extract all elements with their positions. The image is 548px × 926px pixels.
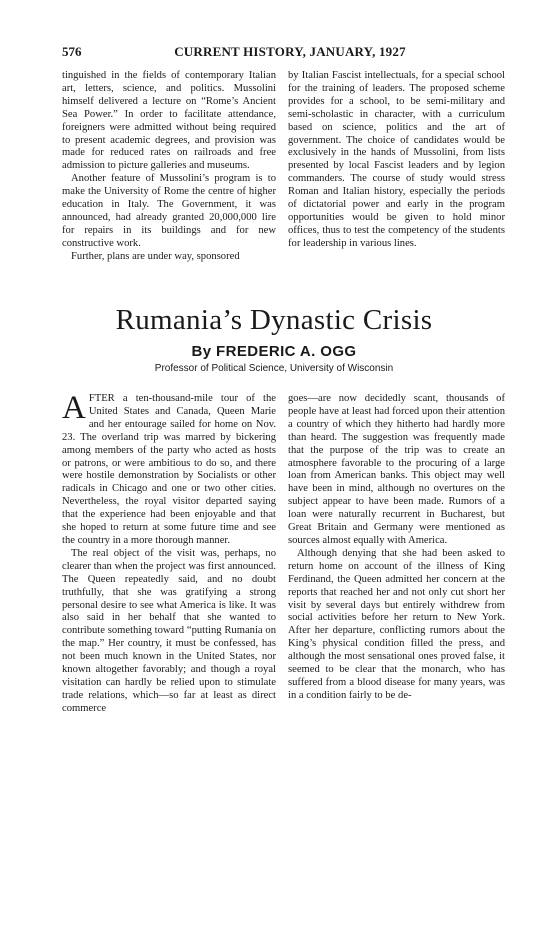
paragraph: Although denying that she had been asked to return home on account of the illness of King Ferdinand, the Queen admitted her concern at the reports that reached her and not only cut short her visit by several days but entirely withdrew from social activities before her return to New York. After her departure, conflicting rumors about the King’s physical condition filled the press, and although the most sensational ones proved false, it seemed to be clear that the monarch, who has suffered from a blood disease for many years, was in a condition fairly to be de- [288, 547, 505, 701]
article-left-column [62, 390, 276, 716]
article-byline: By FREDERIC A. OGG [191, 343, 357, 360]
drop-cap: A [62, 390, 86, 426]
top-right-column [288, 70, 505, 251]
page-header [62, 44, 518, 62]
paragraph: goes—are now decidedly scant, thousands of people have at least had forced upon their attention a country of which they hitherto had hardly more than heard. The suggestion was frequently made that the purpose of the trip was to create an atmosphere favorable to the procuring of a large loan from American banks. This object may well have been in mind, although no overtures on the subject appear to have been made. Rumors of a loan were naturally recurrent in Bucharest, but Great Britain and Germany were mentioned as sources almost equally with America. [288, 393, 505, 546]
top-left-column [62, 70, 276, 264]
paragraph: by Italian Fascist intellectuals, for a special school for the training of leaders. The proposed scheme provides for a school, to be semi-military and semi-scholastic in character, with a curriculum based on science, politics and the art of government. The choice of candidates would be exclusively in the hands of Mussolini, from lists presented by local Fascist leaders and by legion commanders. The course of study would stress Roman and Italian history, especially the periods of dictatorial power and early in the program opportunities would be given to hold minor offices, thus to test the competency of the students for leadership in various lines. [288, 70, 505, 249]
opening-paragraph-text: FTER a ten-thousand-mile tour of the United States and Canada, Queen Marie and her entourage sailed for home on Nov. 23. The overland trip was marred by bickering among members of the party who acted as hosts or patrons, or were ambitious to do so, and there were hostile demonstration by Socialists or other radicals in Chicago and one or two other cities. Nevertheless, the royal visitor departed saying that the experience had been enjoyable and that she hoped to return at some future time and see the country in a more thorough manner. [62, 393, 276, 546]
paragraph: tinguished in the fields of contemporary Italian art, letters, science, and politics. Mussolini himself delivered a lecture on “Rome’s Ancient Sea Power.” In order to facilitate attendance, foreigners were admitted without being required to present academic degrees, and provision was made for reduced rates on railroads and free admission to picture galleries and museums. [62, 70, 276, 172]
author-affiliation: Professor of Political Science, University of Wisconsin [154, 363, 394, 374]
paragraph: Further, plans are under way, sponsored [71, 250, 240, 262]
running-head: CURRENT HISTORY, JANUARY, 1927 [174, 44, 406, 59]
article-right-column [288, 393, 505, 703]
opening-paragraph [62, 390, 276, 548]
paragraph: Another feature of Mussolini’s program is to make the University of Rome the centre of higher education in Italy. The Government, it was announced, had already granted 20,000,000 lire for repairs in its buildings and for new constructive work. [62, 173, 276, 249]
page-number: 576 [62, 44, 82, 59]
article-title: Rumania’s Dynastic Crisis [115, 304, 433, 336]
paragraph: The real object of the visit was, perhaps, no clearer than when the project was first announced. The Queen repeatedly said, and no doubt truthfully, that she was gratifying a strong personal desire to see what America is like. It was also said in her behalf that she wanted to contribute something toward “putting Rumania on the map.” Her country, it must be confessed, has not been much known in the United States, nor known altogether favorably; and though a royal visitation can hardly be relied upon to stimulate trade relations, which—so far at least as direct commerce [62, 547, 276, 714]
